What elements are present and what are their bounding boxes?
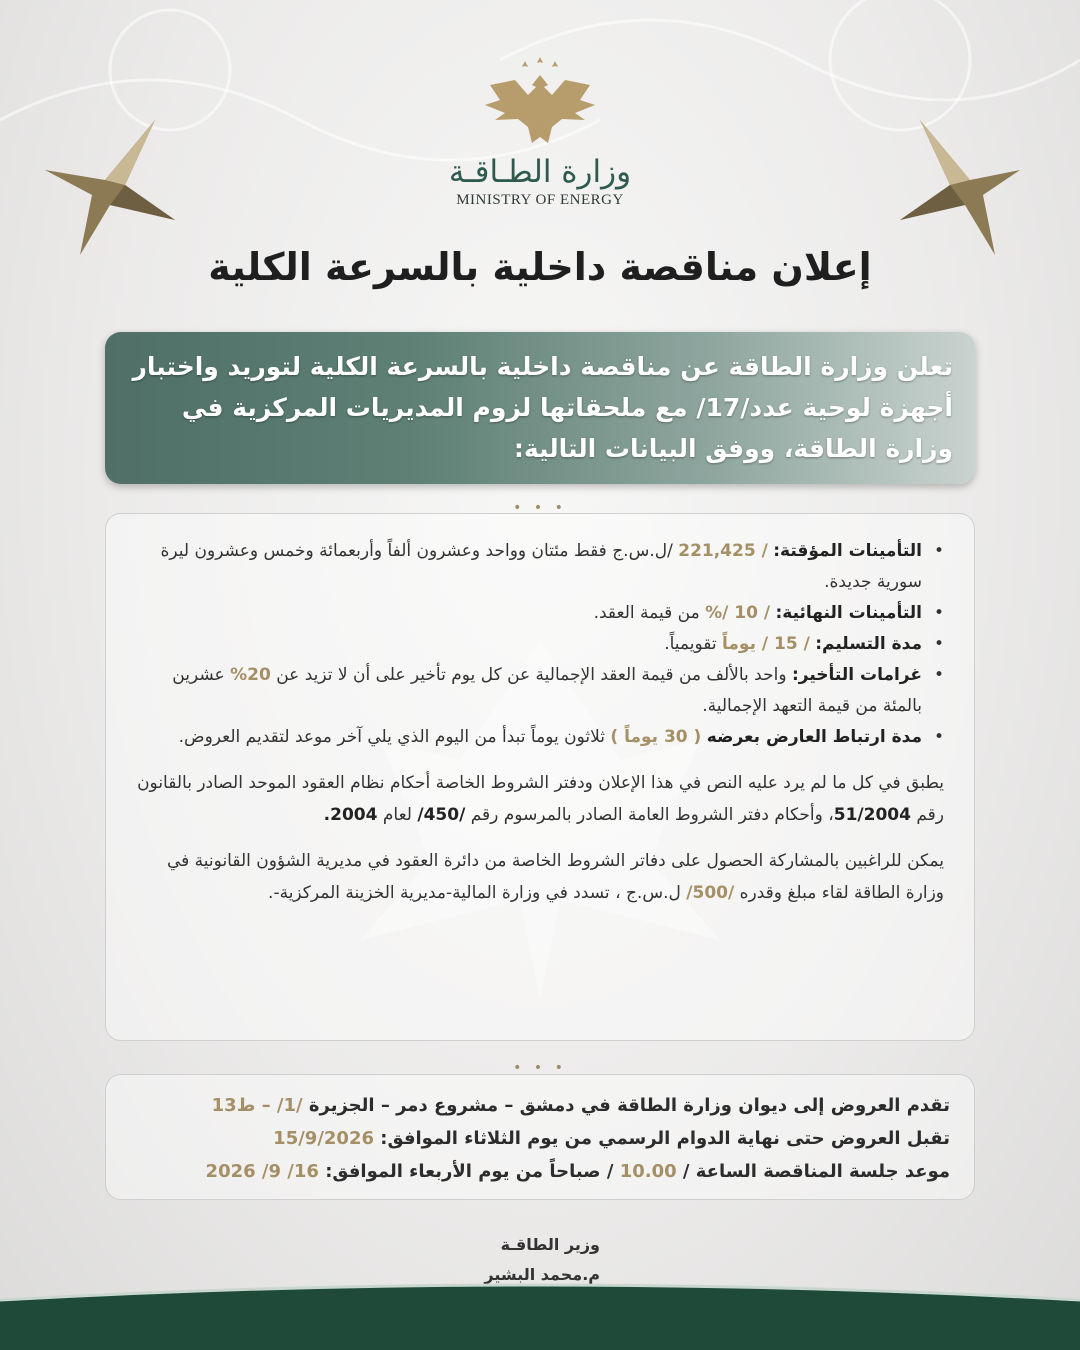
divider-stars-top: • • •: [513, 500, 567, 516]
page-title: إعلان مناقصة داخلية بالسرعة الكلية: [208, 245, 872, 289]
submission-deadline: [130, 1122, 950, 1155]
location-text: تقدم العروض إلى ديوان وزارة الطاقة في دمشق – مشروع دمر – الجزيرة: [308, 1095, 950, 1116]
session-text-b: / صباحاً من يوم الأربعاء الموافق:: [325, 1161, 614, 1182]
list-item: [134, 722, 944, 753]
intro-banner: [105, 332, 975, 484]
participation-text-a: يمكن للراغبين بالمشاركة الحصول على دفاتر الشروط الخاصة من دائرة العقود في مديرية الشؤون القانونية في وزارة الطاقة لقاء مبلغ وقدره: [166, 851, 944, 903]
temp-guarantee-value: / 221,425: [678, 541, 768, 561]
legal-text-a: يطبق في كل ما لم يرد عليه النص في هذا الإعلان ودفتر الشروط الخاصة أحكام نظام العقود الموحد الصادر بالقانون رقم: [137, 773, 944, 825]
ministry-name-arabic: وزارة الطـاقـة: [448, 154, 632, 190]
legal-text-c: لعام: [382, 805, 412, 825]
bond-value: ( 30 يوماً ): [610, 727, 702, 747]
temp-guarantee-text: /ل.س.ج فقط مئتان وواحد وعشرون ألفاً وأربعمائة وخمس وعشرون ليرة سورية جديدة.: [160, 541, 922, 592]
delivery-label: مدة التسليم:: [815, 634, 922, 654]
legal-text-b: ، وأحكام دفتر الشروط العامة الصادر بالمرسوم رقم: [470, 805, 834, 825]
decree-year: 2004.: [323, 805, 378, 825]
penalty-value: 20%: [230, 665, 271, 685]
bond-text: ثلاثون يوماً تبدأ من اليوم الذي يلي آخر موعد لتقديم العروض.: [178, 727, 605, 747]
final-guarantee-text: من قيمة العقد.: [593, 603, 700, 623]
details-list: [134, 536, 944, 753]
submission-dates: [105, 1074, 975, 1200]
final-guarantee-label: التأمينات النهائية:: [775, 603, 922, 623]
submission-location: [130, 1089, 950, 1122]
delivery-value: / 15 / يوماً: [722, 634, 810, 654]
participation-text-b: ل.س.ج ، تسدد في وزارة المالية-مديرية الخزينة المركزية-.: [268, 883, 681, 903]
bond-label: مدة ارتباط العارض بعرضه: [706, 727, 922, 747]
penalty-text-a: واحد بالألف من قيمة العقد الإجمالية عن كل يوم تأخير على أن لا تزيد عن: [276, 665, 787, 685]
list-item: [134, 536, 944, 598]
eagle-logo-icon: [470, 55, 610, 150]
temp-guarantee-label: التأمينات المؤقتة:: [773, 541, 922, 561]
penalty-label: غرامات التأخير:: [791, 665, 922, 685]
final-guarantee-value: / 10 /%: [705, 603, 771, 623]
list-item: [134, 629, 944, 660]
penalty-text-b: عشرين بالمئة من قيمة التعهد الإجمالية.: [172, 665, 922, 716]
bottom-green-wave: [0, 1270, 1080, 1350]
intro-text: تعلن وزارة الطاقة عن مناقصة داخلية بالسرعة الكلية لتوريد واختبار أجهزة لوحية عدد/17/ مع ملحقاتها لزوم المديريات المركزية في وزارة الطاقة، ووفق البيانات التالية:: [132, 352, 953, 463]
location-number: /1/ – ط13: [211, 1095, 303, 1116]
decree-number: /450/: [417, 805, 466, 825]
session-time: [130, 1155, 950, 1188]
delivery-text: تقويمياً.: [664, 634, 717, 654]
signature-name: م.محمد البشير: [484, 1265, 600, 1284]
signature-title: وزير الطاقـة: [500, 1235, 600, 1254]
list-item: [134, 660, 944, 722]
gold-star-right: [895, 110, 1025, 260]
participation-paragraph: [134, 845, 944, 909]
session-date: 16/ 9/ 2026: [205, 1161, 319, 1182]
divider-stars-bottom: • • •: [513, 1060, 567, 1076]
gold-star-left: [40, 110, 180, 260]
ministry-name-english: MINISTRY OF ENERGY: [456, 192, 624, 208]
booklet-fee: /500/: [686, 883, 735, 903]
session-hour: 10.00: [619, 1161, 677, 1182]
list-item: [134, 598, 944, 629]
session-text-a: موعد جلسة المناقصة الساعة /: [682, 1161, 950, 1182]
deadline-date: 15/9/2026: [273, 1128, 374, 1149]
tender-details: [105, 513, 975, 1041]
law-number: 51/2004: [833, 805, 911, 825]
legal-paragraph: [134, 767, 944, 831]
deadline-text: تقبل العروض حتى نهاية الدوام الرسمي من يوم الثلاثاء الموافق:: [380, 1128, 950, 1149]
